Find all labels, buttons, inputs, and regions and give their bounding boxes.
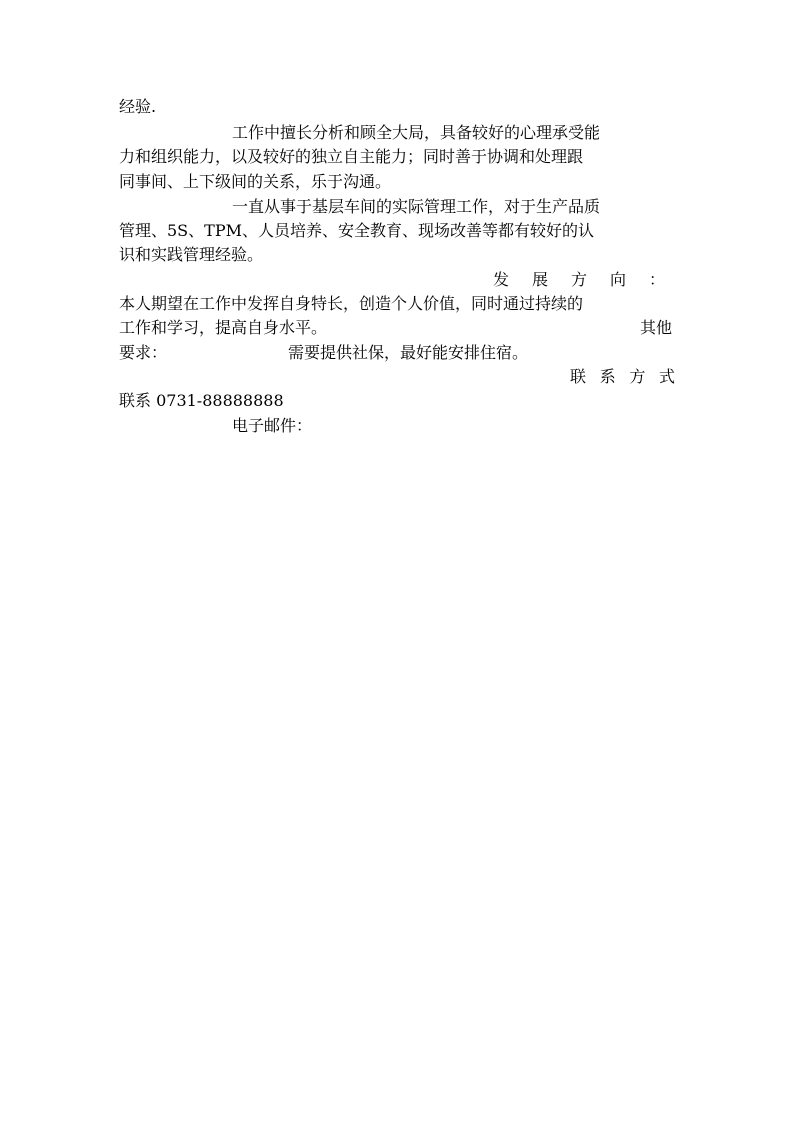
heading-char: 发 (493, 270, 510, 289)
text-line: 工作中擅长分析和顾全大局，具备较好的心理承受能 (232, 123, 601, 142)
contact-phone: 联系 0731-88888888 (119, 391, 284, 410)
heading-char: 方 (629, 367, 646, 386)
text-line: 力和组织能力，以及较好的独立自主能力；同时善于协调和处理跟 (119, 147, 584, 166)
text-line: 工作和学习，提高自身水平。 (119, 318, 328, 337)
heading-char: 方 (570, 270, 587, 289)
text-line: 要求： (119, 343, 168, 362)
section-heading-contact (570, 367, 675, 387)
heading-char: ： (648, 270, 665, 289)
contact-email-label: 电子邮件： (232, 416, 313, 435)
section-heading-development (493, 270, 665, 290)
text-line: 同事间、上下级间的关系，乐于沟通。 (119, 172, 392, 191)
text-line: 一直从事于基层车间的实际管理工作，对于生产品质 (232, 197, 601, 216)
heading-char: 展 (531, 270, 548, 289)
text-line: 管理、5S、TPM、人员培养、安全教育、现场改善等都有较好的认 (119, 221, 594, 240)
heading-char: 式 (658, 367, 675, 386)
text-line: 其他 (640, 318, 673, 337)
text-line: 识和实践管理经验。 (119, 245, 264, 264)
text-line: 需要提供社保，最好能安排住宿。 (288, 343, 529, 362)
heading-char: 向 (609, 270, 626, 289)
heading-char: 联 (570, 367, 587, 386)
heading-char: 系 (599, 367, 616, 386)
text-line: 本人期望在工作中发挥自身特长，创造个人价值，同时通过持续的 (119, 294, 584, 313)
text-line: 经验. (119, 97, 157, 116)
